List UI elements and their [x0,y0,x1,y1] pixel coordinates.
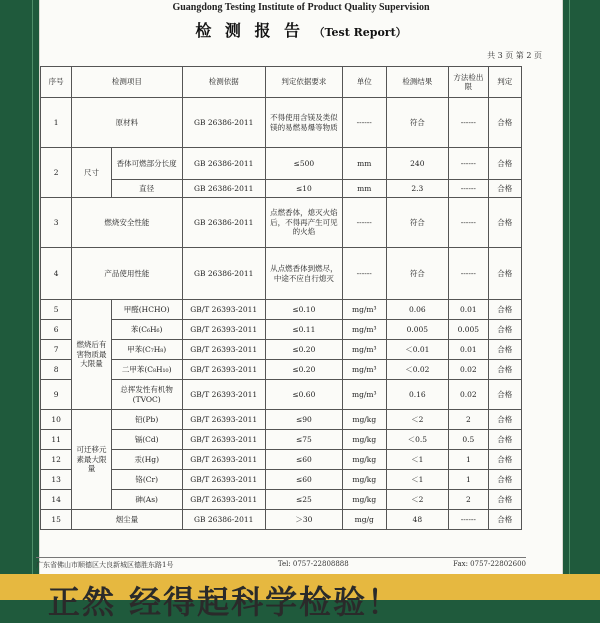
test-results-table [40,66,522,530]
cell-result: ＜2 [386,410,448,430]
table-row [41,180,522,198]
cell-limit: 0.005 [449,320,489,340]
col-header-unit: 单位 [342,67,386,98]
table-row [41,410,522,430]
cell-criteria: ≤10 [265,180,342,198]
cell-criteria: ≤90 [265,410,342,430]
cell-item: 产品使用性能 [72,248,182,300]
cell-group: 可迁移元素最大限量 [72,410,112,510]
table-row [41,380,522,410]
cell-verdict: 合格 [488,340,521,360]
cell-unit: mg/kg [342,490,386,510]
cell-verdict: 合格 [488,248,521,300]
cell-verdict: 合格 [488,430,521,450]
cell-criteria: ≤500 [265,148,342,180]
cell-limit: ------ [449,198,489,248]
cell-basis: GB/T 26393-2011 [182,380,265,410]
cell-no: 14 [41,490,72,510]
footer-fax: Fax: 0757-22802600 [453,560,526,568]
cell-unit: mm [342,148,386,180]
cell-basis: GB 26386-2011 [182,248,265,300]
cell-result: ＜1 [386,450,448,470]
cell-unit: ------ [342,248,386,300]
cell-criteria: 不得使用含镁及类似镁的易燃易爆等物质 [265,98,342,148]
cell-unit: ------ [342,198,386,248]
table-row [41,340,522,360]
table-row [41,320,522,340]
cell-result: ＜1 [386,470,448,490]
footer-divider [36,557,526,558]
table-row [41,98,522,148]
cell-unit: mg/m³ [342,380,386,410]
table-row [41,490,522,510]
cell-unit: mg/m³ [342,340,386,360]
cell-group: 尺寸 [72,148,112,198]
cell-basis: GB 26386-2011 [182,180,265,198]
cell-unit: mg/m³ [342,360,386,380]
cell-basis: GB/T 26393-2011 [182,320,265,340]
cell-basis: GB/T 26393-2011 [182,470,265,490]
cell-result: 48 [386,510,448,530]
slogan-text: 正然 经得起科学检验！ [48,583,402,621]
cell-item: 总挥发性有机物(TVOC) [111,380,182,410]
table-row [41,248,522,300]
col-header-result: 检测结果 [386,67,448,98]
col-header-limit: 方法检出限 [449,67,489,98]
cell-result: 符合 [386,98,448,148]
cell-unit: mg/m³ [342,300,386,320]
cell-group: 燃烧后有害物质最大限量 [72,300,112,410]
cell-limit: 1 [449,450,489,470]
page-counter: 共 3 页 第 2 页 [487,51,542,60]
cell-unit: mg/g [342,510,386,530]
cell-item: 甲醛(HCHO) [111,300,182,320]
cell-verdict: 合格 [488,300,521,320]
table-row [41,470,522,490]
cell-result: ＜2 [386,490,448,510]
cell-limit: ------ [449,180,489,198]
cell-basis: GB/T 26393-2011 [182,430,265,450]
cell-no: 9 [41,380,72,410]
cell-item: 香体可燃部分长度 [111,148,182,180]
col-header-basis: 检测依据 [182,67,265,98]
slogan-banner [0,574,600,621]
table-row [41,510,522,530]
cell-basis: GB/T 26393-2011 [182,360,265,380]
cell-result: 符合 [386,248,448,300]
cell-no: 10 [41,410,72,430]
cell-no: 11 [41,430,72,450]
cell-item: 二甲苯(C₈H₁₀) [111,360,182,380]
cell-unit: mg/kg [342,470,386,490]
cell-unit: ------ [342,98,386,148]
col-header-item: 检测项目 [72,67,182,98]
cell-criteria: ≤0.20 [265,360,342,380]
cell-item: 直径 [111,180,182,198]
cell-item: 原材料 [72,98,182,148]
cell-unit: mm [342,180,386,198]
cell-verdict: 合格 [488,490,521,510]
cell-result: ＜0.02 [386,360,448,380]
table-row [41,198,522,248]
cell-basis: GB 26386-2011 [182,148,265,180]
cell-unit: mg/kg [342,450,386,470]
cell-limit: 1 [449,470,489,490]
cell-no: 4 [41,248,72,300]
cell-criteria: ＞30 [265,510,342,530]
cell-no: 12 [41,450,72,470]
report-footer [36,560,526,570]
cell-verdict: 合格 [488,320,521,340]
cell-result: ＜0.5 [386,430,448,450]
cell-basis: GB/T 26393-2011 [182,490,265,510]
cell-criteria: ≤0.10 [265,300,342,320]
cell-limit: 2 [449,410,489,430]
cell-item: 烟尘量 [72,510,182,530]
footer-address: 广东省佛山市顺德区大良新城区德胜东路1号 [36,561,174,569]
cell-no: 6 [41,320,72,340]
col-header-no: 序号 [41,67,72,98]
cell-result: 0.06 [386,300,448,320]
table-row [41,430,522,450]
table-row [41,450,522,470]
cell-limit: ------ [449,248,489,300]
cell-criteria: ≤0.20 [265,340,342,360]
cell-item: 镉(Cd) [111,430,182,450]
table-row [41,300,522,320]
cell-basis: GB/T 26393-2011 [182,340,265,360]
cell-criteria: ≤60 [265,470,342,490]
cell-criteria: ≤75 [265,430,342,450]
report-title-en: （Test Report） [313,26,407,39]
footer-tel: Tel: 0757-22808888 [277,560,349,568]
cell-criteria: ≤60 [265,450,342,470]
cell-unit: mg/m³ [342,320,386,340]
cell-basis: GB 26386-2011 [182,198,265,248]
table-header-row [41,67,522,98]
cell-item: 甲苯(C₇H₈) [111,340,182,360]
cell-item: 铅(Pb) [111,410,182,430]
report-title [40,18,562,41]
cell-limit: ------ [449,510,489,530]
cell-limit: 2 [449,490,489,510]
cell-item: 砷(As) [111,490,182,510]
cell-verdict: 合格 [488,380,521,410]
cell-result: 符合 [386,198,448,248]
cell-criteria: 从点燃香体到燃尽，中途不应自行熄灭 [265,248,342,300]
table-row [41,148,522,180]
cell-limit: 0.5 [449,430,489,450]
organization-name: Guangdong Testing Institute of Product Quality Supervision [172,2,430,13]
cell-item: 苯(C₆H₆) [111,320,182,340]
cell-basis: GB/T 26393-2011 [182,450,265,470]
cell-basis: GB/T 26393-2011 [182,300,265,320]
cell-verdict: 合格 [488,410,521,430]
cell-item: 燃烧安全性能 [72,198,182,248]
cell-criteria: 点燃香体，熄灭火焰后，不得再产生可见的火焰 [265,198,342,248]
frame-right [562,0,600,574]
cell-limit: ------ [449,148,489,180]
cell-result: ＜0.01 [386,340,448,360]
cell-verdict: 合格 [488,510,521,530]
cell-verdict: 合格 [488,450,521,470]
cell-no: 5 [41,300,72,320]
cell-no: 3 [41,198,72,248]
cell-verdict: 合格 [488,198,521,248]
report-title-cn: 检 测 报 告 [195,21,305,40]
cell-item: 汞(Hg) [111,450,182,470]
cell-no: 2 [41,148,72,198]
table-row [41,360,522,380]
cell-criteria: ≤0.11 [265,320,342,340]
cell-basis: GB 26386-2011 [182,510,265,530]
cell-no: 1 [41,98,72,148]
cell-result: 0.005 [386,320,448,340]
cell-no: 7 [41,340,72,360]
cell-criteria: ≤25 [265,490,342,510]
cell-item: 铬(Cr) [111,470,182,490]
cell-verdict: 合格 [488,180,521,198]
cell-criteria: ≤0.60 [265,380,342,410]
cell-basis: GB/T 26393-2011 [182,410,265,430]
cell-result: 0.16 [386,380,448,410]
cell-verdict: 合格 [488,470,521,490]
cell-limit: 0.02 [449,360,489,380]
cell-no: 8 [41,360,72,380]
cell-no: 13 [41,470,72,490]
cell-limit: 0.02 [449,380,489,410]
col-header-criteria: 判定依据要求 [265,67,342,98]
cell-limit: 0.01 [449,300,489,320]
cell-unit: mg/kg [342,410,386,430]
frame-left [0,0,40,574]
cell-basis: GB 26386-2011 [182,98,265,148]
cell-result: 240 [386,148,448,180]
cell-verdict: 合格 [488,98,521,148]
cell-limit: ------ [449,98,489,148]
col-header-verdict: 判定 [488,67,521,98]
cell-limit: 0.01 [449,340,489,360]
cell-no: 15 [41,510,72,530]
cell-result: 2.3 [386,180,448,198]
cell-verdict: 合格 [488,148,521,180]
cell-unit: mg/kg [342,430,386,450]
cell-verdict: 合格 [488,360,521,380]
